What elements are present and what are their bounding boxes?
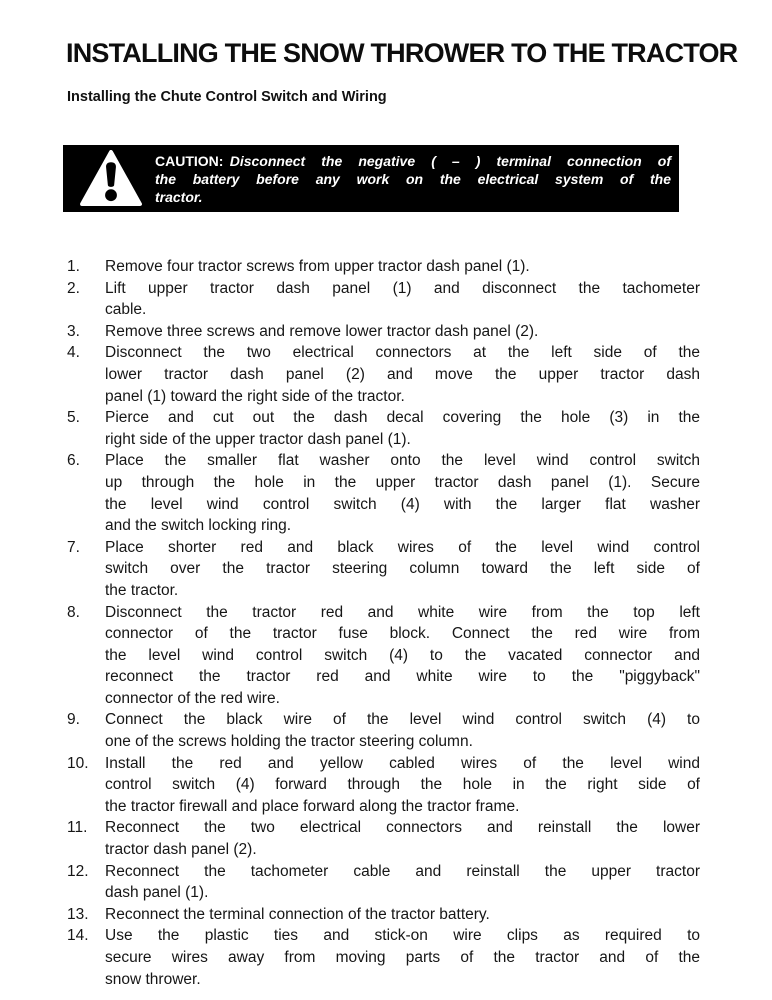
step-text — [105, 602, 700, 710]
step-line: Reconnect the two electrical connectors and reinstall the lower — [105, 819, 700, 837]
step-line: switch over the tractor steering column toward the left side of — [105, 560, 700, 578]
step-line: the level wind control switch (4) to the vacated connector and — [105, 646, 700, 664]
step-line: panel (1) toward the right side of the tractor. — [105, 387, 405, 405]
step-item — [67, 925, 700, 990]
caution-line — [155, 152, 671, 170]
step-item — [67, 904, 700, 926]
step-number: 9. — [67, 711, 80, 729]
step-item — [67, 817, 700, 860]
step-line: Pierce and cut out the dash decal covering the hole (3) in the — [105, 409, 700, 427]
step-text — [105, 861, 700, 904]
step-number: 4. — [67, 344, 80, 362]
warning-triangle-icon — [79, 150, 143, 207]
step-number: 11. — [67, 819, 88, 837]
section-subtitle: Installing the Chute Control Switch and Wiring — [67, 89, 387, 105]
step-item — [67, 753, 700, 818]
step-text — [105, 904, 700, 926]
instruction-steps — [67, 256, 700, 990]
step-line: connector of the tractor fuse block. Connect the red wire from — [105, 625, 700, 643]
step-number: 2. — [67, 279, 80, 297]
step-line: Place shorter red and black wires of the level wind control — [105, 538, 700, 556]
step-item — [67, 450, 700, 536]
step-text — [105, 321, 700, 343]
step-line: control switch (4) forward through the hole in the right side of — [105, 776, 700, 794]
step-number: 12. — [67, 862, 89, 880]
caution-line: the battery before any work on the electrical system of the — [155, 171, 671, 187]
step-line: Remove three screws and remove lower tractor dash panel (2). — [105, 322, 539, 340]
step-number: 10. — [67, 754, 89, 772]
step-line: Place the smaller flat washer onto the level wind control switch — [105, 452, 700, 470]
step-line: Connect the black wire of the level wind control switch (4) to — [105, 711, 700, 729]
step-number: 13. — [67, 905, 89, 923]
step-line: Reconnect the terminal connection of the tractor battery. — [105, 905, 490, 923]
step-text — [105, 753, 700, 818]
step-text — [105, 256, 700, 278]
step-item — [67, 321, 700, 343]
step-line: dash panel (1). — [105, 884, 209, 902]
step-number: 1. — [67, 258, 80, 275]
step-line: snow thrower. — [105, 970, 201, 988]
step-number: 3. — [67, 322, 80, 340]
step-text — [105, 925, 700, 990]
step-text — [105, 407, 700, 450]
step-text — [105, 278, 700, 321]
step-text — [105, 537, 700, 602]
step-text — [105, 342, 700, 407]
step-line: the level wind control switch (4) with the larger flat washer — [105, 495, 700, 513]
step-line: Use the plastic ties and stick-on wire clips as required to — [105, 927, 700, 945]
step-item — [67, 256, 700, 278]
step-line: one of the screws holding the tractor steering column. — [105, 733, 473, 751]
step-line: Disconnect the tractor red and white wire from the top left — [105, 603, 700, 621]
step-line: reconnect the tractor red and white wire to the "piggyback" — [105, 668, 700, 686]
step-item — [67, 602, 700, 710]
step-item — [67, 861, 700, 904]
step-line: Lift upper tractor dash panel (1) and disconnect the tachometer — [105, 279, 700, 297]
step-line: right side of the upper tractor dash panel (1). — [105, 430, 411, 448]
step-line: tractor dash panel (2). — [105, 841, 257, 859]
step-line: up through the hole in the upper tractor dash panel (1). Secure — [105, 473, 700, 491]
step-item — [67, 407, 700, 450]
step-text — [105, 817, 700, 860]
step-line: the tractor. — [105, 581, 179, 599]
step-line: and the switch locking ring. — [105, 517, 292, 535]
step-item — [67, 342, 700, 407]
step-number: 8. — [67, 603, 80, 621]
caution-line: tractor. — [155, 189, 203, 205]
step-item — [67, 278, 700, 321]
step-number: 6. — [67, 452, 80, 470]
caution-text — [155, 152, 671, 206]
step-number: 7. — [67, 538, 80, 556]
step-text — [105, 450, 700, 536]
step-line: connector of the red wire. — [105, 689, 280, 707]
step-number: 5. — [67, 409, 80, 427]
step-item — [67, 537, 700, 602]
step-line: lower tractor dash panel (2) and move the upper tractor dash — [105, 365, 700, 383]
step-line: Install the red and yellow cabled wires of the level wind — [105, 754, 700, 772]
step-item — [67, 709, 700, 752]
caution-message-line: Disconnect the negative ( – ) terminal connection of — [229, 153, 671, 169]
step-line: Reconnect the tachometer cable and reinstall the upper tractor — [105, 862, 700, 880]
step-line: Remove four tractor screws from upper tractor dash panel (1). — [105, 258, 530, 275]
caution-label: CAUTION: — [155, 153, 224, 169]
step-line: the tractor firewall and place forward along the tractor frame. — [105, 797, 520, 815]
step-text — [105, 709, 700, 752]
step-line: cable. — [105, 301, 147, 319]
caution-box — [63, 145, 679, 212]
step-line: Disconnect the two electrical connectors at the left side of the — [105, 344, 700, 362]
step-line: secure wires away from moving parts of the tractor and of the — [105, 949, 700, 966]
step-number: 14. — [67, 927, 89, 945]
page-title: INSTALLING THE SNOW THROWER TO THE TRACTOR — [66, 38, 738, 68]
